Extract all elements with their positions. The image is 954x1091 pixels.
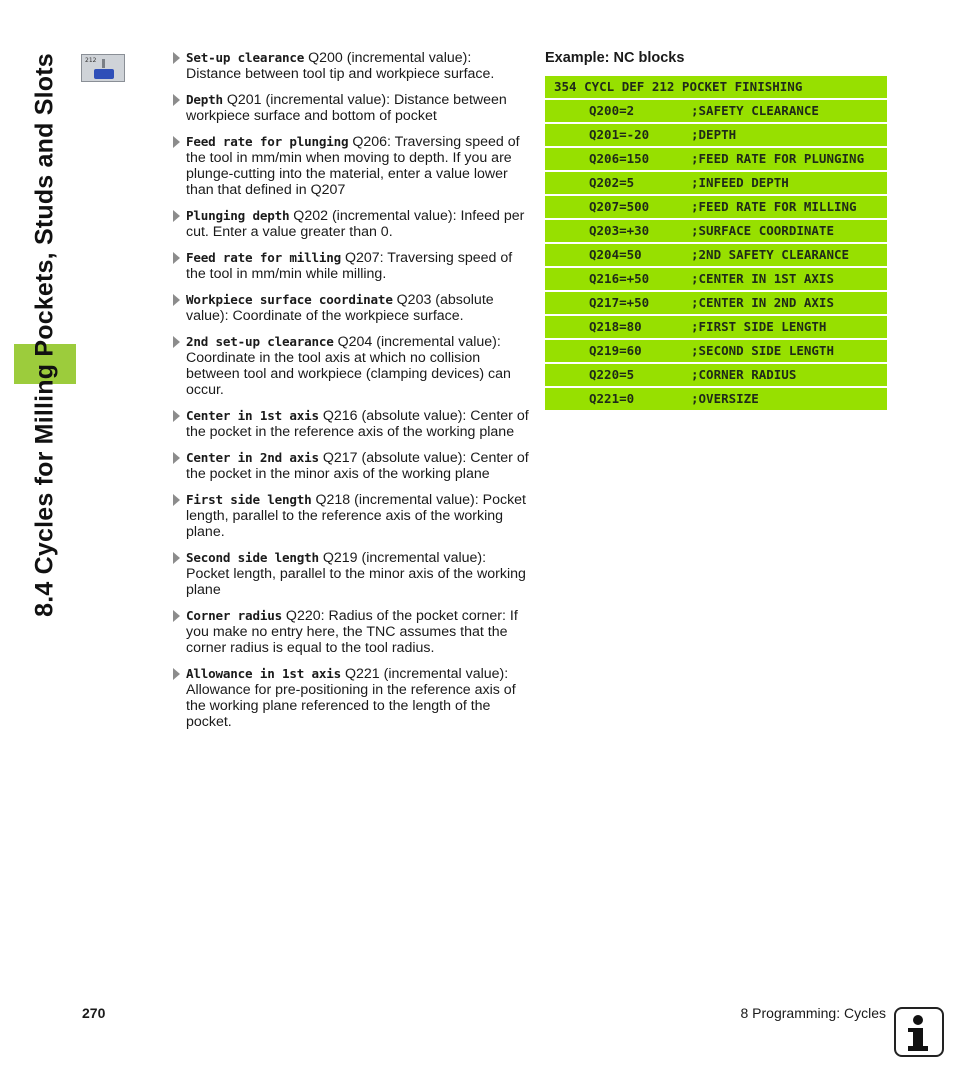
bullet-arrow-icon [173, 410, 180, 422]
nc-line [545, 316, 887, 338]
nc-line [545, 292, 887, 314]
nc-comment: ;OVERSIZE [691, 391, 759, 406]
nc-comment: ;FIRST SIDE LENGTH [691, 319, 827, 334]
nc-parameter: Q200=2 [589, 103, 635, 118]
nc-line [545, 244, 887, 266]
parameter-code: Feed rate for milling [186, 250, 342, 265]
nc-header-text: 354 CYCL DEF 212 POCKET FINISHING [554, 79, 803, 94]
parameter-code: Plunging depth [186, 208, 290, 223]
nc-line [545, 364, 887, 386]
example-heading: Example: NC blocks [545, 50, 685, 66]
parameter-code: Second side length [186, 550, 319, 565]
parameter-description: Q202 (incremental value): Infeed per cut. Enter a value greater than 0. [186, 208, 525, 240]
parameter-item [172, 492, 530, 540]
nc-parameter: Q219=60 [589, 343, 642, 358]
bullet-arrow-icon [173, 336, 180, 348]
parameter-description: Q218 (incremental value): Pocket length, parallel to the reference axis of the working plane. [186, 492, 526, 540]
info-icon [894, 1007, 944, 1057]
parameter-description: Q219 (incremental value): Pocket length, parallel to the minor axis of the working plane [186, 550, 526, 598]
nc-comment: ;SECOND SIDE LENGTH [691, 343, 834, 358]
nc-line [545, 172, 887, 194]
side-title-text: 8.4 Cycles for Milling Pockets, Studs and Slots [30, 53, 59, 617]
parameter-description: Q206: Traversing speed of the tool in mm/min when moving to depth. If you are plunge-cutting into the material, enter a value lower than that defined in Q207 [186, 134, 520, 198]
bullet-arrow-icon [173, 552, 180, 564]
nc-line [545, 124, 887, 146]
parameter-item [172, 334, 530, 398]
nc-parameter: Q202=5 [589, 175, 635, 190]
parameter-code: Center in 2nd axis [186, 450, 319, 465]
nc-comment: ;SAFETY CLEARANCE [691, 103, 819, 118]
nc-comment: ;FEED RATE FOR PLUNGING [691, 151, 865, 166]
parameter-item [172, 92, 530, 124]
parameter-item [172, 250, 530, 282]
parameter-item [172, 292, 530, 324]
nc-block-listing [545, 76, 887, 412]
parameter-item [172, 608, 530, 656]
parameter-item [172, 50, 530, 82]
parameter-description: Q204 (incremental value): Coordinate in the tool axis at which no collision between tool and workpiece (clamping devices) can occur. [186, 334, 511, 398]
nc-comment: ;SURFACE COORDINATE [691, 223, 834, 238]
pocket-shape [94, 69, 114, 79]
cycle-212-icon [81, 54, 125, 82]
bullet-arrow-icon [173, 668, 180, 680]
parameter-description: Q207: Traversing speed of the tool in mm/min while milling. [186, 250, 513, 282]
nc-parameter: Q221=0 [589, 391, 635, 406]
nc-comment: ;CENTER IN 2ND AXIS [691, 295, 834, 310]
nc-parameter: Q206=150 [589, 151, 650, 166]
nc-parameter: Q218=80 [589, 319, 642, 334]
parameter-code: First side length [186, 492, 312, 507]
bullet-arrow-icon [173, 94, 180, 106]
nc-line [545, 148, 887, 170]
parameter-description: Q217 (absolute value): Center of the pocket in the minor axis of the working plane [186, 450, 529, 482]
parameter-code: Corner radius [186, 608, 282, 623]
nc-comment: ;INFEED DEPTH [691, 175, 789, 190]
parameter-code: Depth [186, 92, 223, 107]
parameter-description: Q221 (incremental value): Allowance for pre-positioning in the reference axis of the working plane referenced to the length of the pocket. [186, 666, 516, 730]
parameter-code: Set-up clearance [186, 50, 305, 65]
parameter-list [172, 50, 530, 740]
nc-parameter: Q217=+50 [589, 295, 650, 310]
bullet-arrow-icon [173, 452, 180, 464]
parameter-code: 2nd set-up clearance [186, 334, 334, 349]
parameter-description: Q220: Radius of the pocket corner: If you make no entry here, the TNC assumes that the corner radius is equal to the tool radius. [186, 608, 518, 656]
cycle-number: 212 [85, 57, 97, 64]
bullet-arrow-icon [173, 52, 180, 64]
bullet-arrow-icon [173, 610, 180, 622]
parameter-description: Q216 (absolute value): Center of the pocket in the reference axis of the working plane [186, 408, 529, 440]
nc-parameter: Q216=+50 [589, 271, 650, 286]
nc-comment: ;CENTER IN 1ST AXIS [691, 271, 834, 286]
nc-comment: ;CORNER RADIUS [691, 367, 797, 382]
nc-comment: ;FEED RATE FOR MILLING [691, 199, 857, 214]
nc-parameter: Q220=5 [589, 367, 635, 382]
parameter-description: Q201 (incremental value): Distance between workpiece surface and bottom of pocket [186, 92, 507, 124]
chapter-footer: 8 Programming: Cycles [740, 1005, 886, 1021]
nc-comment: ;DEPTH [691, 127, 737, 142]
parameter-item [172, 550, 530, 598]
nc-line [545, 268, 887, 290]
side-chapter-title [14, 52, 76, 618]
nc-line [545, 388, 887, 410]
nc-parameter: Q203=+30 [589, 223, 650, 238]
parameter-item [172, 450, 530, 482]
nc-line [545, 196, 887, 218]
nc-line [545, 220, 887, 242]
nc-parameter: Q204=50 [589, 247, 642, 262]
nc-parameter: Q207=500 [589, 199, 650, 214]
parameter-item [172, 666, 530, 730]
bullet-arrow-icon [173, 494, 180, 506]
page-number: 270 [82, 1005, 106, 1021]
bullet-arrow-icon [173, 252, 180, 264]
nc-header-row [545, 76, 887, 98]
nc-parameter: Q201=-20 [589, 127, 650, 142]
parameter-description: Q203 (absolute value): Coordinate of the workpiece surface. [186, 292, 494, 324]
parameter-description: Q200 (incremental value): Distance between tool tip and workpiece surface. [186, 50, 495, 82]
tool-shape [102, 59, 105, 68]
parameter-item [172, 208, 530, 240]
parameter-code: Workpiece surface coordinate [186, 292, 393, 307]
parameter-item [172, 134, 530, 198]
nc-line [545, 100, 887, 122]
parameter-item [172, 408, 530, 440]
nc-line [545, 340, 887, 362]
parameter-code: Allowance in 1st axis [186, 666, 342, 681]
bullet-arrow-icon [173, 136, 180, 148]
parameter-code: Center in 1st axis [186, 408, 319, 423]
nc-comment: ;2ND SAFETY CLEARANCE [691, 247, 850, 262]
bullet-arrow-icon [173, 294, 180, 306]
bullet-arrow-icon [173, 210, 180, 222]
parameter-code: Feed rate for plunging [186, 134, 349, 149]
